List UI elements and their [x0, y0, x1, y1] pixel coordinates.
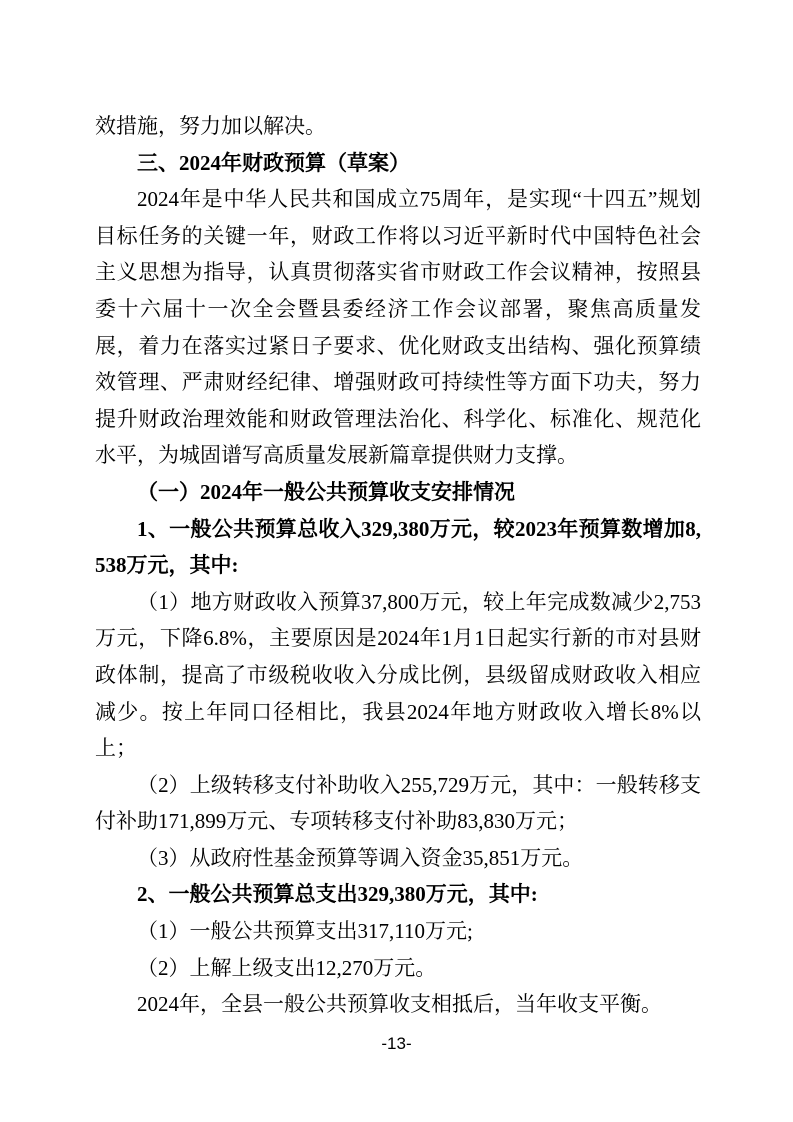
- heading-subsection-1: （一）2024年一般公共预算收支安排情况: [137, 479, 515, 504]
- page-number: -13-: [381, 1034, 412, 1053]
- paragraph-intro: 2024年是中华人民共和国成立75周年，是实现“十四五”规划目标任务的关键一年，财政工作将以习近平新时代中国特色社会主义思想为指导，认真贯彻落实省市财政工作会议精神，按照县委十六届十一次全会暨县委经济工作会议部署，聚焦高质量发展，着力在落实过紧日子要求、优化财政支出结构、强化预算绩效管理、严肃财经纪律、增强财政可持续性等方面下功夫，努力提升财政治理效能和财政管理法治化、科学化、标准化、规范化水平，为城固谱写高质量发展新篇章提供财力支撑。: [95, 187, 701, 468]
- heading-expenditure-total: 2、一般公共预算总支出329,380万元，其中:: [137, 882, 538, 907]
- heading-revenue-total: 1、一般公共预算总收入329,380万元，较2023年预算数增加8,538万元，其中:: [95, 516, 701, 578]
- document-body: [95, 108, 701, 1023]
- paragraph-budget-balance: 2024年，全县一般公共预算收支相抵后，当年收支平衡。: [137, 992, 662, 1017]
- paragraph-transfer-payments: （2）上级转移支付补助收入255,729万元，其中：一般转移支付补助171,899万元、专项转移支付补助83,830万元；: [95, 772, 701, 834]
- paragraph-carryover: 效措施，努力加以解决。: [95, 114, 326, 138]
- paragraph-upper-level-remittance: （2）上解上级支出12,270万元。: [137, 955, 437, 980]
- paragraph-fund-transfer-in: （3）从政府性基金预算等调入资金35,851万元。: [137, 845, 584, 870]
- heading-section-3: 三、2024年财政预算（草案）: [137, 150, 410, 175]
- paragraph-general-expenditure: （1）一般公共预算支出317,110万元;: [137, 919, 473, 944]
- paragraph-local-revenue: （1）地方财政收入预算37,800万元，较上年完成数减少2,753万元，下降6.8%，主要原因是2024年1月1日起实行新的市对县财政体制，提高了市级税收收入分成比例，县级留成财政收入相应减少。按上年同口径相比，我县2024年地方财政收入增长8%以上；: [95, 589, 701, 761]
